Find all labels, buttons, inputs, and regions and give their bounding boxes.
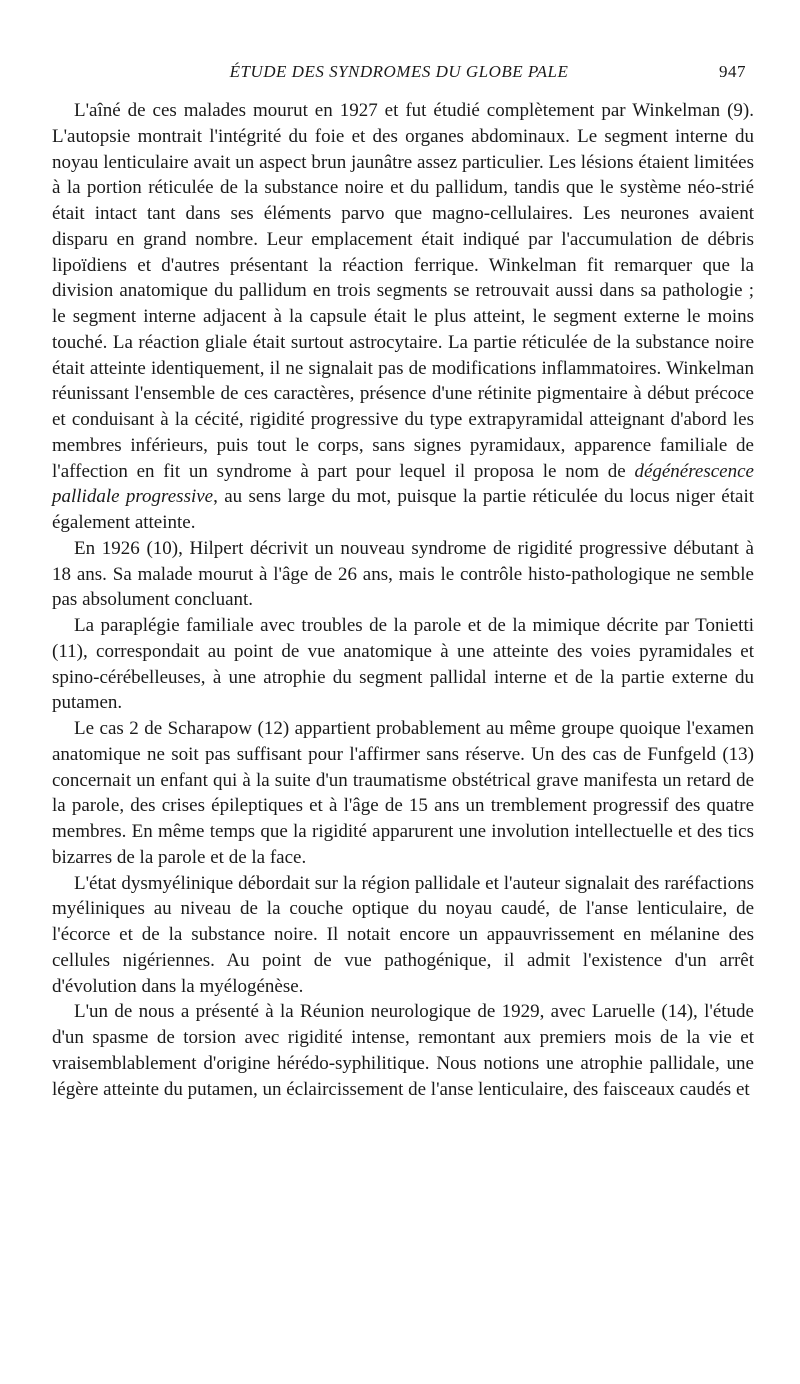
body-text xyxy=(52,98,754,1102)
text-run: La paraplégie familiale avec troubles de la parole et de la mimique décrite par Tonietti (11), correspondait au point de vue anatomique à une atteinte des voies pyramidales et spino-cérébelleuses, à une atrophie du segment pallidal interne et de la partie externe du putamen. xyxy=(52,615,754,714)
text-run: L'un de nous a présenté à la Réunion neurologique de 1929, avec Laruelle (14), l'étude d'un spasme de torsion avec rigidité intense, remontant aux premiers mois de la vie et vraisemblablement d'origine hérédo-syphilitique. Nous notions une atrophie pallidale, une légère atteinte du putamen, un éclaircissement de l'anse lenticulaire, des faisceaux caudés et xyxy=(52,1001,754,1100)
page-number: 947 xyxy=(719,62,746,81)
paragraph-6 xyxy=(52,999,754,1102)
page-header xyxy=(52,62,746,88)
italic-term: dégénérescence pallidale progressive xyxy=(52,460,754,508)
paragraph-3 xyxy=(52,613,754,716)
text-run: En 1926 (10), Hilpert décrivit un nouveau syndrome de rigidité progressive débutant à 18 ans. Sa malade mourut à l'âge de 26 ans, mais le contrôle histo-pathologique ne semble pas absolument concluant. xyxy=(52,537,754,611)
text-run: L'aîné de ces malades mourut en 1927 et fut étudié complètement par Winkelman (9). L'autopsie montrait l'intégrité du foie et des organes abdominaux. Le segment interne du noyau lenticulaire avait un aspect brun jaunâtre assez particulier. Les lésions étaient limitées à la portion réticulée de la substance noire et du pallidum, tandis que le système néo-strié était intact tant dans ses éléments parvo que magno-cellulaires. Les neurones avaient disparu en grand nombre. Leur emplacement était indiqué par l'accumulation de débris lipoïdiens et d'autres présentant la réaction ferrique. Winkelman fit remarquer que la division anatomique du pallidum en trois segments se retrouvait aussi dans sa pathologie ; le segment interne adjacent à la capsule était le plus atteint, le segment externe le moins touché. La réaction gliale était surtout astrocytaire. La partie réticulée de la substance noire était atteinte identiquement, il ne signalait pas de modifications inflammatoires. Winkelman réunissant l'ensemble de ces caractères, présence d'une rétinite pigmentaire à début précoce et conduisant à la cécité, rigidité progressive du type extrapyramidal atteignant d'abord les membres inférieurs, puis tout le corps, sans signes pyramidaux, apparence familiale de l'affection en fit un syndrome à part pour lequel il proposa le nom de xyxy=(52,100,754,482)
text-run: Le cas 2 de Scharapow (12) appartient probablement au même groupe quoique l'examen anatomique ne soit pas suffisant pour l'affirmer sans réserve. Un des cas de Funfgeld (13) concernait un enfant qui à la suite d'un traumatisme obstétrical grave manifesta un retard de la parole, des crises épileptiques et à l'âge de 15 ans un tremblement progressif des quatre membres. En même temps que la rigidité apparurent une involution intellectuelle et des tics bizarres de la parole et de la face. xyxy=(52,718,754,868)
paragraph-5 xyxy=(52,871,754,1000)
running-title: ÉTUDE DES SYNDROMES DU GLOBE PALE xyxy=(229,62,569,81)
paragraph-4 xyxy=(52,716,754,871)
paragraph-2 xyxy=(52,536,754,613)
paragraph-1 xyxy=(52,98,754,536)
text-run: L'état dysmyélinique débordait sur la région pallidale et l'auteur signalait des raréfactions myéliniques au niveau de la couche optique du noyau caudé, de l'anse lenticulaire, de l'écorce et de la substance noire. Il notait encore un appauvrissement en mélanine des cellules nigériennes. Au point de vue pathogénique, il admit l'existence d'un arrêt d'évolution dans la myélogénèse. xyxy=(52,872,754,997)
text-run: , au sens large du mot, puisque la partie réticulée du locus niger était également atteinte. xyxy=(52,486,755,533)
